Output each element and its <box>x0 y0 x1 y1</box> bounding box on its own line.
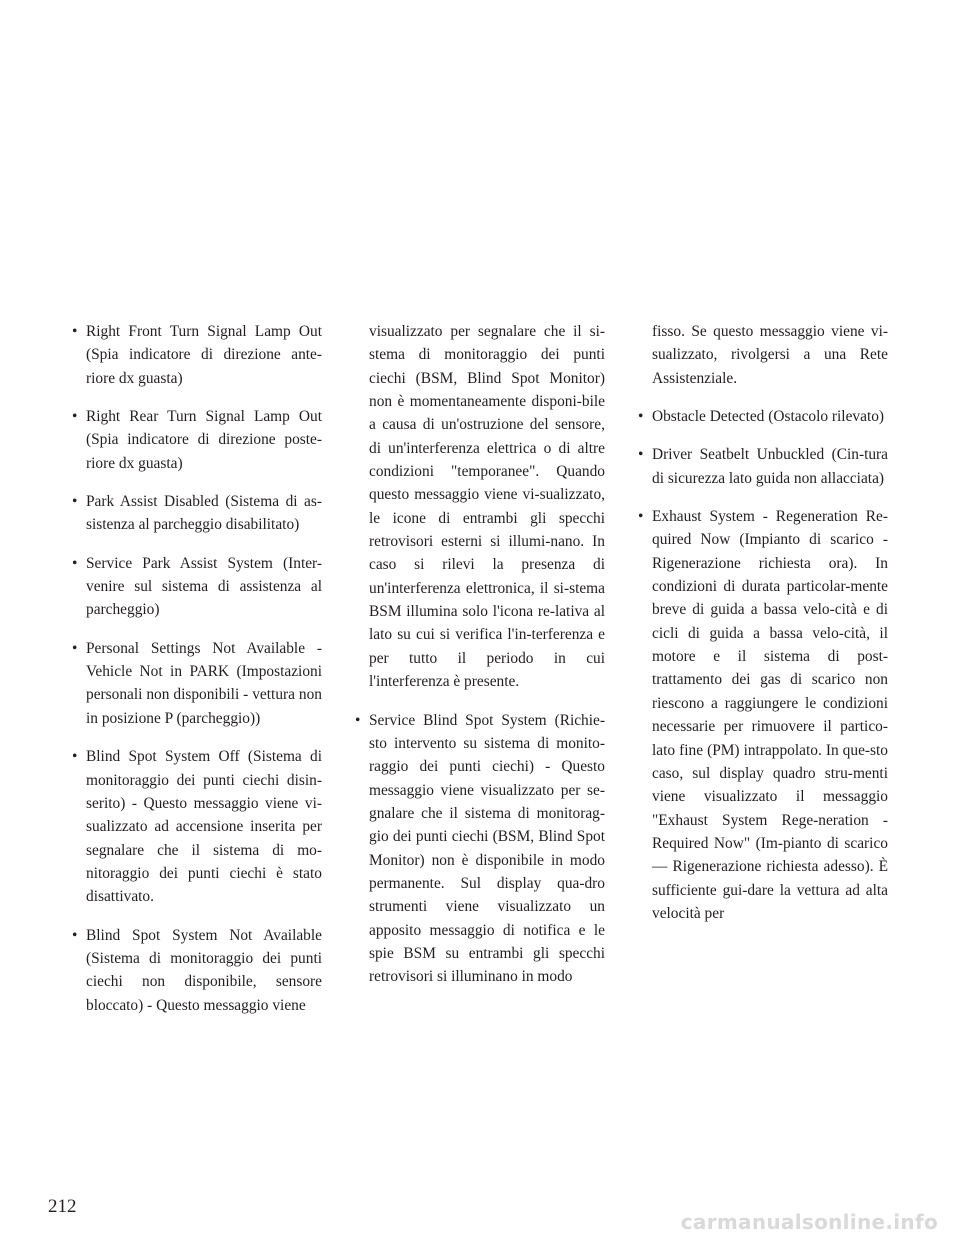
list-item-text: Driver Seatbelt Unbuckled (Cin-tura di sicurezza lato guida non allacciata) <box>652 446 888 487</box>
bullet-list <box>72 320 322 1017</box>
list-item <box>72 637 322 730</box>
bullet-icon: • <box>72 639 78 657</box>
list-item <box>355 709 605 989</box>
list-item <box>72 552 322 622</box>
list-item-text: Blind Spot System Off (Sistema di monitoraggio dei punti ciechi disin-serito) - Questo messaggio viene vi-sualizzato ad accensione inserita per segnalare che il sistema di mo-nitoraggio dei punti ciechi è stato disattivato. <box>86 748 322 906</box>
list-item <box>638 405 888 428</box>
list-item <box>72 745 322 908</box>
bullet-icon: • <box>355 711 361 729</box>
list-item <box>638 505 888 925</box>
bullet-list <box>355 709 605 989</box>
bullet-icon: • <box>72 493 78 511</box>
text-column-middle <box>355 320 605 1004</box>
bullet-icon: • <box>72 748 78 766</box>
list-item-text: Service Park Assist System (Inter-venire sul sistema di assistenza al parcheggio) <box>86 554 322 619</box>
list-item-text: Personal Settings Not Available - Vehicle Not in PARK (Impostazioni personali non disponibili - vettura non in posizione P (parcheggio)) <box>86 639 322 727</box>
list-item <box>72 320 322 390</box>
bullet-icon: • <box>638 508 644 526</box>
list-item-text: Blind Spot System Not Available (Sistema di monitoraggio dei punti ciechi non disponibile, sensore bloccato) - Questo messaggio viene <box>86 926 322 1014</box>
list-item-text: Exhaust System - Regeneration Re-quired Now (Impianto di scarico - Rigenerazione richiesta ora). In condizioni di durata particolar-mente breve di guida a bassa velo-cità e di cicli di guida a bassa velo-cità, il motore e il sistema di post-trattamento dei gas di scarico non riescono a raggiungere le condizioni necessarie per rimuovere il partico-lato fine (PM) intrappolato. In que-sto caso, sul display quadro stru-menti viene visualizzato il messaggio "Exhaust System Rege-neration - Required Now" (Im-pianto di scarico — Rigenerazione richiesta adesso). È sufficiente gui-dare la vettura ad alta velocità per <box>652 508 888 922</box>
bullet-icon: • <box>72 408 78 426</box>
continued-paragraph: fisso. Se questo messaggio viene vi-sualizzato, rivolgersi a una Rete Assistenziale. <box>652 323 888 387</box>
list-item <box>638 443 888 490</box>
bullet-icon: • <box>72 554 78 572</box>
list-item-text: Obstacle Detected (Ostacolo rilevato) <box>652 408 885 426</box>
bullet-icon: • <box>72 926 78 944</box>
bullet-icon: • <box>638 408 644 426</box>
list-item-text: Park Assist Disabled (Sistema di as-sistenza al parcheggio disabilitato) <box>86 493 322 534</box>
page-number: 212 <box>48 1196 77 1217</box>
watermark: carmanualsonline.info <box>680 1210 938 1234</box>
bullet-list <box>638 405 888 925</box>
list-item-text: Service Blind Spot System (Richie-sto intervento su sistema di monito-raggio dei punti ciechi) - Questo messaggio viene visualizzato per se-gnalare che il sistema di monitorag-gio dei punti ciechi (BSM, Blind Spot Monitor) non è disponibile in modo permanente. Sul display qua-dro strumenti viene visualizzato un apposito messaggio di notifica e le spie BSM su entrambi gli specchi retrovisori si illuminano in modo <box>369 711 605 986</box>
text-column-right <box>638 320 888 940</box>
list-item <box>72 924 322 1017</box>
list-item-text: Right Rear Turn Signal Lamp Out (Spia indicatore di direzione poste-riore dx guasta) <box>86 408 322 472</box>
list-item-text: Right Front Turn Signal Lamp Out (Spia indicatore di direzione ante-riore dx guasta) <box>86 323 322 387</box>
list-item <box>72 490 322 537</box>
bullet-icon: • <box>638 446 644 464</box>
list-item <box>72 405 322 475</box>
bullet-icon: • <box>72 323 78 340</box>
text-column-left <box>72 320 322 1032</box>
continued-paragraph: visualizzato per segnalare che il si-stema di monitoraggio dei punti ciechi (BSM, Blind Spot Monitor) non è momentaneamente disponi-bile a causa di un'ostruzione del sensore, di un'interferenza elettrica o di altre condizioni "temporanee". Quando questo messaggio viene vi-sualizzato, le icone di entrambi gli specchi retrovisori esterni si illumi-nano. In caso si rilevi la presenza di un'interferenza elettronica, il si-stema BSM illumina solo l'icona re-lativa al lato su cui si verifica l'in-terferenza e per tutto il periodo in cui l'interferenza è presente. <box>369 323 605 691</box>
